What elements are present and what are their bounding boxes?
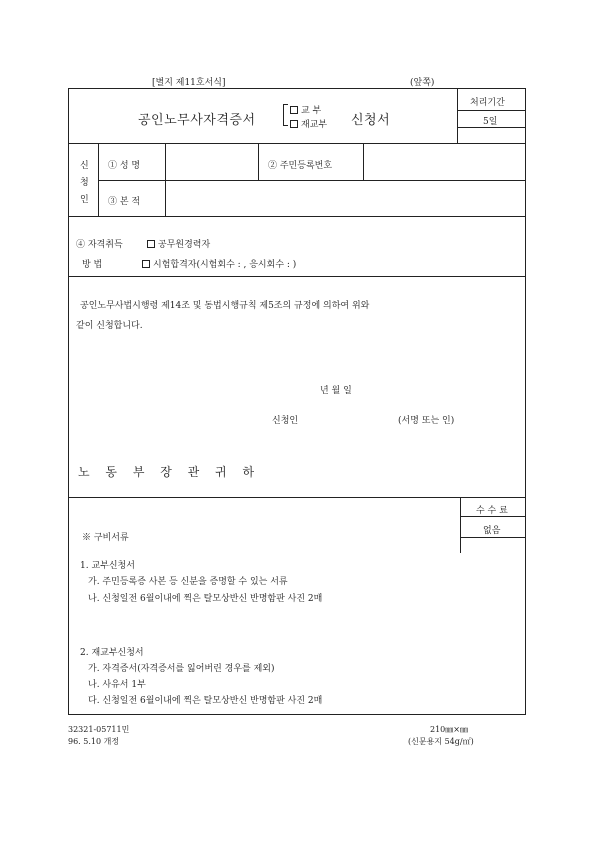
recipient: 노 동 부 장 관 귀 하: [78, 465, 261, 479]
reissue-label: 재교부: [301, 120, 328, 130]
documents-section-2-item-a: 가. 자격증서(자격증서를 잃어버린 경우를 제외): [88, 664, 275, 674]
fee-value: 없음: [483, 526, 501, 536]
processing-label: 처리기간: [470, 98, 505, 108]
acquisition-option-exam[interactable]: [142, 257, 296, 270]
acquisition-option-career[interactable]: [147, 237, 210, 250]
issue-label: 교 부: [301, 106, 322, 116]
id-number-label: ② 주민등록번호: [268, 161, 333, 171]
sign-field[interactable]: [308, 410, 393, 424]
title-bracket: [283, 104, 288, 126]
name-field[interactable]: [167, 145, 257, 179]
documents-section-1-item-a: 가. 주민등록증 사본 등 신분을 증명할 수 있는 서류: [88, 577, 288, 587]
applicant-sign-label: 신청인: [272, 416, 299, 426]
footer-code: 32321-05711민: [68, 725, 130, 734]
date-line: 년 월 일: [320, 386, 352, 396]
acquisition-label-1: ④ 자격취득: [76, 240, 123, 250]
form-title: 공인노무사자격증서: [138, 113, 256, 128]
statement-line-1: 공인노무사법시행령 제14조 및 동법시행규칙 제5조의 규정에 의하여 위와: [80, 301, 370, 311]
page-side: (앞쪽): [410, 78, 435, 88]
documents-section-2-title: 2. 재교부신청서: [80, 648, 144, 658]
applicant-label-2: 청: [80, 178, 89, 188]
domicile-field[interactable]: [167, 182, 524, 215]
documents-section-2-item-c: 다. 신청일전 6월이내에 찍은 탈모상반신 반명함판 사진 2매: [88, 696, 323, 706]
documents-section-1-item-b: 나. 신청일전 6월이내에 찍은 탈모상반신 반명함판 사진 2매: [88, 594, 323, 604]
footer-paper: (신문용지 54g/㎡): [408, 737, 474, 746]
processing-value: 5일: [483, 117, 498, 127]
documents-section-2-item-b: 나. 사유서 1부: [88, 680, 146, 690]
documents-section-1-title: 1. 교부신청서: [80, 561, 135, 571]
applicant-label-1: 신: [80, 161, 89, 171]
applicant-label-3: 인: [80, 195, 89, 205]
sign-note: (서명 또는 인): [398, 416, 455, 426]
reissue-checkbox[interactable]: [290, 120, 298, 128]
name-label: ① 성 명: [108, 161, 141, 171]
career-checkbox[interactable]: [147, 240, 155, 248]
exam-label: 시험합격자(시험회수 : , 응시회수 : ): [153, 260, 297, 270]
form-title-suffix: 신청서: [351, 113, 391, 128]
issue-checkbox[interactable]: [290, 106, 298, 114]
option-issue[interactable]: [290, 103, 321, 116]
form-number: [별지 제11호서식]: [152, 78, 226, 88]
career-label: 공무원경력자: [158, 240, 211, 250]
exam-checkbox[interactable]: [142, 260, 150, 268]
domicile-label: ③ 본 적: [108, 197, 141, 207]
fee-label: 수 수 료: [476, 506, 508, 516]
footer-size: 210㎜×㎜: [430, 725, 468, 734]
statement-line-2: 같이 신청합니다.: [76, 321, 143, 331]
option-reissue[interactable]: [290, 117, 327, 130]
footer-revision: 96. 5.10 개정: [68, 737, 120, 746]
documents-header: ※ 구비서류: [82, 533, 129, 543]
acquisition-label-2: 방 법: [82, 260, 103, 270]
id-number-field[interactable]: [365, 145, 524, 179]
